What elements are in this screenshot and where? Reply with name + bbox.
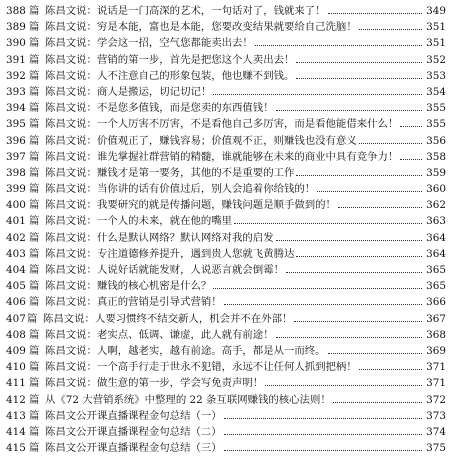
toc-entry-title: 陈昌文说：真正的营销是引导式营销！ [45, 296, 222, 309]
toc-entry-number: 400 [6, 199, 26, 212]
toc-entry-number: 409 [6, 344, 26, 357]
toc-entry-chapter-word: 篇 [29, 69, 40, 82]
toc-entry-title: 陈昌文说：专注道德修养提升，遇到贵人您就飞黄腾达 [45, 247, 295, 260]
toc-entry[interactable] [6, 262, 446, 278]
toc-entry-title: 陈昌文说：营销的第一步，首先是把您这个人卖出去！ [45, 53, 295, 66]
toc-entry-chapter-word: 篇 [29, 377, 40, 390]
toc-entry-dot-leader [338, 207, 422, 208]
toc-entry-dot-leader [224, 450, 422, 451]
toc-entry[interactable] [6, 424, 446, 440]
toc-entry-dot-leader [328, 13, 422, 14]
toc-entry[interactable] [6, 230, 446, 246]
toc-entry[interactable] [6, 392, 446, 408]
toc-entry-page-number: 373 [426, 409, 446, 422]
toc-entry-page-number: 360 [426, 183, 446, 196]
toc-entry-number: 394 [6, 102, 26, 115]
toc-entry-page-number: 359 [426, 166, 446, 179]
toc-entry-page-number: 365 [426, 280, 446, 293]
toc-entry[interactable] [6, 375, 446, 391]
toc-entry-number: 390 [6, 37, 26, 50]
toc-entry-dot-leader [224, 304, 422, 305]
toc-entry-dot-leader [294, 321, 422, 322]
toc-entry-number: 393 [6, 85, 26, 98]
toc-entry-title: 陈昌文说：人啊，越老实，越有前途。高手，都是从一而终。 [45, 344, 326, 357]
toc-entry-dot-leader [400, 159, 422, 160]
toc-entry-chapter-word: 篇 [29, 425, 40, 438]
toc-entry-page-number: 366 [426, 296, 446, 309]
toc-entry-page-number: 349 [426, 5, 446, 17]
toc-entry-title: 陈昌文说：不是您多值钱，而是您卖的东西值钱！ [45, 102, 274, 115]
toc-entry-title: 陈昌文说：谁先掌握社群营销的精髓，谁就能够在未来的商业中具有竞争力！ [45, 150, 399, 163]
toc-entry-dot-leader [234, 223, 422, 224]
toc-entry-chapter-word: 篇 [29, 442, 40, 455]
toc-entry[interactable] [6, 84, 446, 100]
toc-entry-dot-leader [359, 369, 422, 370]
toc-entry-page-number: 371 [426, 361, 446, 374]
toc-entry-title: 陈昌文说：做生意的第一步，学会写免责声明！ [45, 377, 264, 390]
toc-entry-chapter-word: 篇 [29, 328, 40, 341]
toc-entry-title: 陈昌文说：什么是默认网络？默认网络对我的启发 [45, 231, 274, 244]
toc-entry-dot-leader [255, 45, 422, 46]
toc-entry-title: 陈昌文说：人不注意自己的形象包装，他也赚不到钱。 [45, 69, 295, 82]
toc-entry-dot-leader [276, 240, 422, 241]
toc-entry-title: 陈昌文说：穷是本能，富也是本能，您要改变结果就要给自己洗脑！ [45, 21, 357, 34]
toc-entry-page-number: 355 [426, 118, 446, 131]
toc-entry[interactable] [6, 19, 446, 35]
toc-entry-number: 402 [6, 231, 26, 244]
toc-entry-title: 陈昌文说：一个高手行走于世永不犯错，永远不让任何人抓到把柄！ [45, 361, 357, 374]
toc-entry-number: 395 [6, 118, 26, 131]
toc-entry[interactable] [6, 278, 446, 294]
toc-entry-chapter-word: 篇 [29, 393, 40, 406]
toc-entry[interactable] [6, 246, 446, 262]
toc-entry[interactable] [6, 343, 446, 359]
toc-entry-dot-leader [213, 94, 422, 95]
toc-entry-chapter-word: 篇 [27, 312, 38, 325]
toc-entry-number: 388 [6, 5, 26, 17]
toc-entry-page-number: 364 [426, 247, 446, 260]
toc-entry-number: 408 [6, 328, 26, 341]
toc-entry-chapter-word: 篇 [29, 247, 40, 260]
toc-entry[interactable] [6, 294, 446, 310]
toc-entry-dot-leader [296, 78, 422, 79]
toc-entry-dot-leader [286, 272, 422, 273]
toc-entry-dot-leader [333, 402, 422, 403]
toc-entry[interactable] [6, 408, 446, 424]
toc-entry-title: 陈昌文公开课直播课程金句总结（二） [45, 425, 222, 438]
toc-entry-number: 401 [6, 215, 26, 228]
toc-entry-chapter-word: 篇 [29, 361, 40, 374]
toc-entry[interactable] [6, 100, 446, 116]
toc-entry-title: 陈昌文说：当你讲的话有价值过后，别人会追着你给钱的！ [45, 183, 316, 196]
toc-entry-page-number: 372 [426, 393, 446, 406]
toc-entry[interactable] [6, 197, 446, 213]
toc-entry-dot-leader [359, 143, 422, 144]
toc-entry[interactable] [6, 68, 446, 84]
toc-entry-page-number: 358 [426, 150, 446, 163]
toc-entry-page-number: 351 [426, 21, 446, 34]
toc-entry-title: 陈昌文说：一个人的未来，就在他的嘴里 [45, 215, 233, 228]
toc-entry-chapter-word: 篇 [29, 102, 40, 115]
toc-entry-title: 陈昌文说：一个人厉害不厉害，不是看他自己多厉害，而是看他能借来什么！ [45, 118, 399, 131]
toc-entry-page-number: 354 [426, 85, 446, 98]
toc-entry-number: 410 [6, 361, 26, 374]
toc-entry-title: 从《72 大营销系统》中整理的 22 条互联网赚钱的核心法则！ [45, 393, 331, 406]
toc-entry-page-number: 374 [426, 425, 446, 438]
toc-entry[interactable] [6, 359, 446, 375]
toc-entry-dot-leader [317, 191, 422, 192]
toc-entry-number: 389 [6, 21, 26, 34]
toc-entry-dot-leader [296, 175, 422, 176]
toc-entry[interactable] [6, 440, 446, 456]
toc-entry[interactable] [6, 181, 446, 197]
toc-entry-chapter-word: 篇 [29, 166, 40, 179]
toc-entry-number: 399 [6, 183, 26, 196]
toc-entry-chapter-word: 篇 [29, 231, 40, 244]
toc-entry-chapter-word: 篇 [29, 134, 40, 147]
toc-entry-page-number: 369 [426, 344, 446, 357]
toc-entry-dot-leader [213, 288, 422, 289]
toc-entry-number: 396 [6, 134, 26, 147]
toc-entry-number: 414 [6, 425, 26, 438]
toc-entry-dot-leader [296, 62, 422, 63]
toc-entry-title: 陈昌文说：商人是搬运，切记切记！ [45, 85, 212, 98]
toc-entry-number: 411 [6, 377, 26, 390]
toc-entry-dot-leader [265, 385, 422, 386]
toc-entry-number: 412 [6, 393, 26, 406]
toc-entry-title: 陈昌文说：赚钱才是第一要务，其他的不是重要的工作 [45, 166, 295, 179]
toc-entry-chapter-word: 篇 [29, 264, 40, 276]
toc-entry-chapter-word: 篇 [29, 215, 40, 228]
toc-entry[interactable] [6, 327, 446, 343]
toc-entry-page-number: 363 [426, 215, 446, 228]
toc-entry-dot-leader [328, 353, 422, 354]
toc-entry-dot-leader [296, 256, 422, 257]
toc-entry-chapter-word: 篇 [29, 280, 40, 293]
toc-entry-chapter-word: 篇 [29, 37, 40, 50]
toc-entry-title: 陈昌文说：人要习惯终不结交新人，机会并不在外部！ [43, 312, 293, 325]
toc-entry-page-number: 368 [426, 328, 446, 341]
toc-entry[interactable] [6, 3, 446, 19]
toc-entry-chapter-word: 篇 [29, 199, 40, 212]
toc-entry-dot-leader [359, 29, 422, 30]
toc-entry-number: 397 [6, 150, 26, 163]
toc-entry-chapter-word: 篇 [29, 118, 40, 131]
toc-entry-chapter-word: 篇 [29, 53, 40, 66]
toc-entry-chapter-word: 篇 [29, 296, 40, 309]
toc-entry-number: 405 [6, 280, 26, 293]
toc-entry-number: 404 [6, 264, 26, 276]
toc-entry-dot-leader [276, 337, 422, 338]
toc-entry[interactable] [6, 311, 446, 327]
toc-entry[interactable] [6, 149, 446, 165]
toc-entry-chapter-word: 篇 [29, 344, 40, 357]
toc-entry[interactable] [6, 35, 446, 51]
toc-entry[interactable] [6, 116, 446, 132]
toc-entry[interactable] [6, 133, 446, 149]
toc-entry-chapter-word: 篇 [29, 5, 40, 17]
toc-entry-number: 391 [6, 53, 26, 66]
toc-entry-chapter-word: 篇 [29, 409, 40, 422]
toc-entry-title: 陈昌文公开课直播课程金句总结（一） [45, 409, 222, 422]
toc-entry-number: 398 [6, 166, 26, 179]
toc-entry-page-number: 375 [426, 442, 446, 455]
toc-entry[interactable] [6, 213, 446, 229]
toc-entry-page-number: 364 [426, 231, 446, 244]
toc-entry-page-number: 355 [426, 102, 446, 115]
toc-entry-number: 413 [6, 409, 26, 422]
toc-entry-title: 陈昌文公开课直播课程金句总结（三） [45, 442, 222, 455]
toc-entry-number: 392 [6, 69, 26, 82]
toc-entry-dot-leader [276, 110, 422, 111]
toc-entry[interactable] [6, 165, 446, 181]
toc-entry-chapter-word: 篇 [29, 85, 40, 98]
toc-entry-page-number: 356 [426, 134, 446, 147]
toc-entry-title: 陈昌文说：我要研究的就是传播问题，赚钱问题是顺手做到的！ [45, 199, 336, 212]
toc-entry-title: 陈昌文说：价值观正了，赚钱容易；价值观不正，则赚钱也没有意义 [45, 134, 357, 147]
toc-entry-title: 陈昌文说：人说好话就能发财，人说恶言就会倒霉！ [45, 264, 284, 276]
toc-entry-dot-leader [400, 126, 422, 127]
toc-entry-title: 陈昌文说：学会这一招，空气您都能卖出去！ [45, 37, 253, 50]
toc-entry-page-number: 365 [426, 264, 446, 276]
toc-entry-chapter-word: 篇 [29, 21, 40, 34]
toc-entry-chapter-word: 篇 [29, 150, 40, 163]
toc-entry[interactable] [6, 52, 446, 68]
toc-entry-title: 陈昌文说：老实点、低调、谦虚，此人就有前途！ [45, 328, 274, 341]
table-of-contents [6, 3, 446, 456]
toc-entry-page-number: 367 [426, 312, 446, 325]
toc-entry-page-number: 351 [426, 37, 446, 50]
toc-entry-dot-leader [224, 418, 422, 419]
toc-entry-title: 陈昌文说：说话是一门高深的艺术，一句话对了，钱就来了！ [45, 5, 326, 17]
toc-entry-dot-leader [224, 434, 422, 435]
toc-entry-number: 403 [6, 247, 26, 260]
toc-entry-title: 陈昌文说：赚钱的核心机密是什么？ [45, 280, 212, 293]
toc-entry-number: 415 [6, 442, 26, 455]
toc-entry-page-number: 371 [426, 377, 446, 390]
toc-entry-page-number: 353 [426, 69, 446, 82]
toc-entry-page-number: 352 [426, 53, 446, 66]
toc-entry-number: 407 [6, 312, 26, 325]
toc-entry-number: 406 [6, 296, 26, 309]
toc-entry-chapter-word: 篇 [29, 183, 40, 196]
toc-entry-page-number: 362 [426, 199, 446, 212]
